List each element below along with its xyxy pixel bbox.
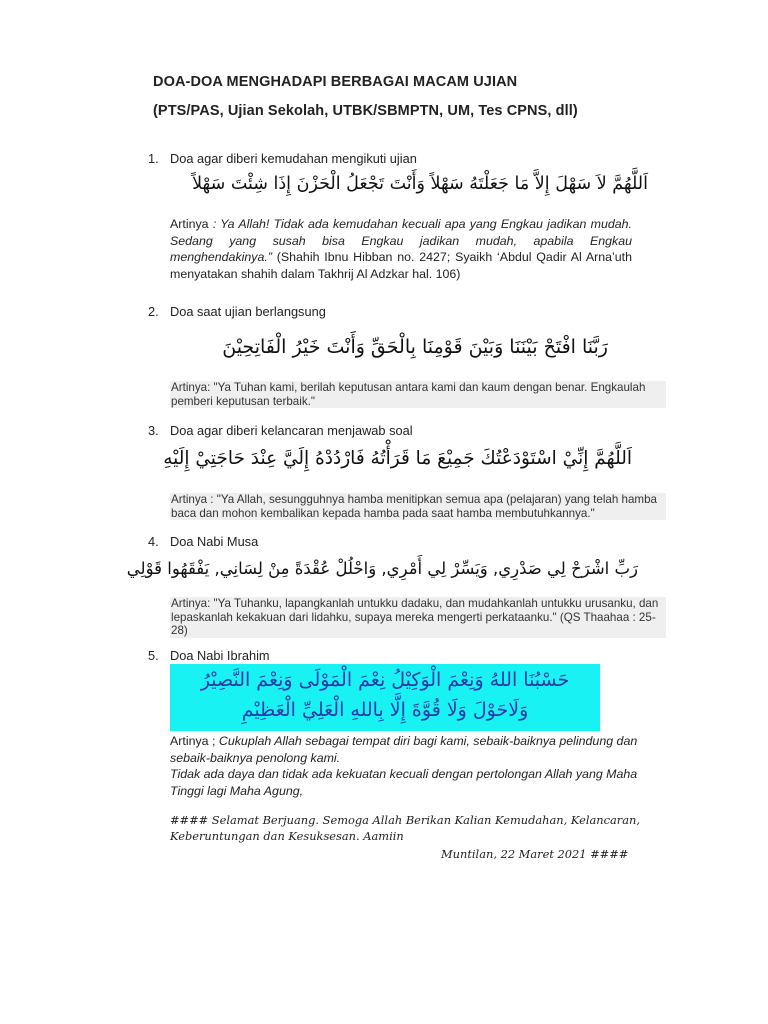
item-1-arabic: اَللَّهُمَّ لاَ سَهْلَ إِلاَّ مَا جَعَلْتَهُ سَهْلاً وَأَنْتَ تَجْعَلُ الْحَزْنَ إِذَا شِئْتَ سَهْلاً bbox=[192, 174, 648, 194]
artinya-italic-text-2: Tidak ada daya dan tidak ada kekuatan kecuali dengan pertolongan Allah yang Maha Tinggi lagi Maha Agung, bbox=[170, 767, 638, 798]
item-1-translation bbox=[170, 216, 632, 282]
item-number: 3. bbox=[148, 423, 159, 438]
item-title: Doa Nabi Musa bbox=[170, 534, 259, 549]
item-number: 5. bbox=[148, 648, 159, 663]
item-title: Doa saat ujian berlangsung bbox=[170, 304, 326, 319]
item-title: Doa agar diberi kelancaran menjawab soal bbox=[170, 423, 413, 438]
closing-line-2: Keberuntungan dan Kesuksesan. Aamiin bbox=[170, 829, 404, 843]
artinya-source: (Shahih Ibnu Hibban no. 2427; Syaikh ‘Abdul Qadir Al Arna’uth menyatakan shahih dalam Takhrij Al Adzkar hal. 106) bbox=[170, 250, 632, 281]
signature-line: Muntilan, 22 Maret 2021 #### bbox=[441, 847, 629, 861]
item-number: 2. bbox=[148, 304, 159, 319]
closing-line-1: #### Selamat Berjuang. Semoga Allah Berikan Kalian Kemudahan, Kelancaran, bbox=[170, 813, 640, 827]
item-4-translation: Artinya: "Ya Tuhanku, lapangkanlah untukku dadaku, dan mudahkanlah untukku urusanku, dan lepaskanlah kekakuan dari lidahku, supaya mereka mengerti perkataanku." (QS Thaahaa : 25-28) bbox=[170, 597, 666, 638]
item-5-arabic-line-2: وَلَاحَوْلَ وَلَا قُوَّةَ إِلَّا بِاللهِ الْعَلِيِّ الْعَظِيْمِ bbox=[241, 699, 529, 721]
item-4-heading bbox=[148, 534, 258, 549]
item-1-heading bbox=[148, 151, 417, 166]
item-5-arabic-line-1: حَسْبُنَا اللهُ وَنِعْمَ الْوَكِيْلُ نِعْمَ الْمَوْلَى وَنِعْمَ النَّصِيْرُ bbox=[200, 669, 570, 691]
item-3-arabic: اَللَّهُمَّ إِنِّيْ اسْتَوْدَعْتُكَ جَمِيْعَ مَا قَرَأْتُهُ فَارْدُدْهُ إِلَيَّ عِنْدَ حَاجَتِيْ إِلَيْهِ bbox=[163, 448, 632, 469]
item-number: 1. bbox=[148, 151, 159, 166]
item-2-arabic: رَبَّنَا افْتَحْ بَيْنَنَا وَبَيْنَ قَوْمِنَا بِالْحَقِّ وَأَنْتَ خَيْرُ الْفَاتِحِيْنَ bbox=[222, 336, 608, 358]
document-subtitle: (PTS/PAS, Ujian Sekolah, UTBK/SBMPTN, UM, Tes CPNS, dll) bbox=[153, 103, 578, 119]
item-2-translation: Artinya: "Ya Tuhan kami, berilah keputusan antara kami dan kaum dengan benar. Engkaulah pemberi keputusan terbaik." bbox=[170, 381, 666, 408]
item-5-heading bbox=[148, 648, 270, 663]
item-3-heading bbox=[148, 423, 413, 438]
artinya-label: Artinya bbox=[170, 217, 209, 231]
document-title: DOA-DOA MENGHADAPI BERBAGAI MACAM UJIAN bbox=[153, 74, 518, 90]
highlighted-prayer-box bbox=[170, 664, 600, 731]
item-2-heading bbox=[148, 304, 326, 319]
item-3-translation: Artinya : "Ya Allah, sesungguhnya hamba menitipkan semua apa (pelajaran) yang telah hamba baca dan mohon kembalikan kepada hamba pada saat hamba membutuhkannya." bbox=[170, 493, 666, 520]
item-number: 4. bbox=[148, 534, 159, 549]
item-5-translation bbox=[170, 733, 660, 799]
artinya-italic-text: : Ya Allah! Tidak ada kemudahan kecuali apa yang Engkau jadikan mudah. Sedang yang susah bisa Engkau jadikan mudah, apabila Engkau menghendakinya.” bbox=[170, 217, 632, 264]
item-title: Doa Nabi Ibrahim bbox=[170, 648, 270, 663]
artinya-italic-text: Cukuplah Allah sebagai tempat diri bagi kami, sebaik-baiknya pelindung dan sebaik-baiknya penolong kami. bbox=[170, 734, 638, 765]
item-4-arabic: رَبِّ اشْرَحْ لِي صَدْرِي, وَيَسِّرْ لِي أَمْرِي, وَاحْلُلْ عُقْدَةً مِنْ لِسَانِي, يَفْقَهُوا قَوْلِي bbox=[126, 559, 638, 578]
artinya-label: Artinya ; bbox=[170, 734, 216, 748]
item-title: Doa agar diberi kemudahan mengikuti ujian bbox=[170, 151, 417, 166]
